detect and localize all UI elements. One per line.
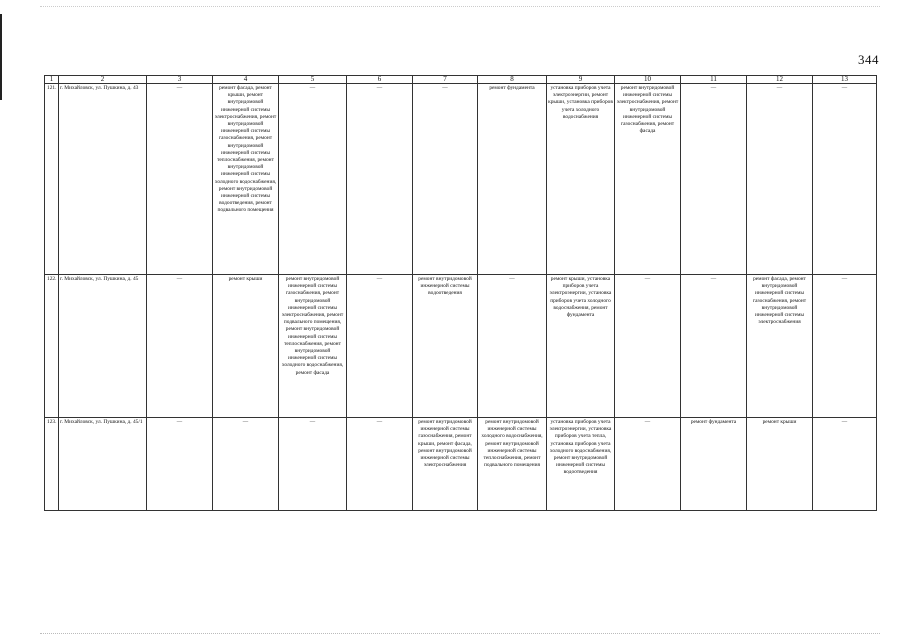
cell-col6: — — [347, 418, 413, 511]
scan-edge-mark — [0, 14, 2, 100]
cell-col4: — — [213, 418, 279, 511]
column-header: 6 — [347, 76, 413, 84]
table-row — [45, 418, 877, 511]
row-number: 123. — [45, 418, 59, 511]
row-number: 121. — [45, 84, 59, 275]
cell-col12: ремонт крыши — [747, 418, 813, 511]
cell-col7: ремонт внутридомовой инженерной системы водоотведения — [413, 275, 478, 418]
header-row — [45, 76, 877, 84]
page-number: 344 — [858, 52, 879, 67]
cell-col9: ремонт крыши, установка приборов учета электроэнергии, установка приборов учета холодного водоснабжения, ремонт фундамента — [547, 275, 615, 418]
cell-col11: ремонт фундамента — [681, 418, 747, 511]
cell-col10: — — [615, 275, 681, 418]
scan-noise-top — [40, 6, 880, 8]
column-header: 4 — [213, 76, 279, 84]
cell-col3: — — [147, 418, 213, 511]
cell-col12: — — [747, 84, 813, 275]
cell-col13: — — [813, 418, 877, 511]
cell-col5: — — [279, 84, 347, 275]
cell-col9: установка приборов учета электроэнергии, установка приборов учета тепла, установка приборов учета холодного водоснабжения, ремонт внутридомовой инженерной системы водоотведения — [547, 418, 615, 511]
cell-col4: ремонт крыши — [213, 275, 279, 418]
cell-col7: ремонт внутридомовой инженерной системы газоснабжения, ремонт крыши, ремонт фасада, ремонт внутридомовой инженерной системы электроснабжения — [413, 418, 478, 511]
column-header: 1 — [45, 76, 59, 84]
column-header: 8 — [478, 76, 547, 84]
cell-col3: — — [147, 275, 213, 418]
column-header: 7 — [413, 76, 478, 84]
table-row — [45, 84, 877, 275]
column-header: 5 — [279, 76, 347, 84]
cell-col4: ремонт фасада, ремонт крыши, ремонт внутридомовой инженерной системы электроснабжения, ремонт внутридомовой инженерной системы газоснабжения, ремонт внутридомовой инженерной системы теплоснабжения, ремонт внутридомовой инженерной системы холодного водоснабжения, ремонт внутридомовой инженерной системы водоотведения, ремонт подвального помещения — [213, 84, 279, 275]
repair-schedule-table — [44, 75, 877, 511]
table-row — [45, 275, 877, 418]
cell-col7: — — [413, 84, 478, 275]
cell-col6: — — [347, 84, 413, 275]
cell-col3: — — [147, 84, 213, 275]
scan-noise-bottom — [40, 633, 880, 635]
cell-col12: ремонт фасада, ремонт внутридомовой инженерной системы газоснабжения, ремонт внутридомовой инженерной системы электроснабжения — [747, 275, 813, 418]
cell-col5: ремонт внутридомовой инженерной системы газоснабжения, ремонт внутридомовой инженерной системы электроснабжения, ремонт подвального помещения, ремонт внутридомовой инженерной системы теплоснабжения, ремонт внутридомовой инженерной системы холодного водоснабжения, ремонт фасада — [279, 275, 347, 418]
column-header: 3 — [147, 76, 213, 84]
cell-col8: — — [478, 275, 547, 418]
column-header: 13 — [813, 76, 877, 84]
row-number: 122. — [45, 275, 59, 418]
column-header: 11 — [681, 76, 747, 84]
cell-col11: — — [681, 84, 747, 275]
address-cell: г. Михайловск, ул. Пушкина, д. 45 — [59, 275, 147, 418]
cell-col11: — — [681, 275, 747, 418]
cell-col5: — — [279, 418, 347, 511]
cell-col9: установка приборов учета электроэнергии, ремонт крыши, установка приборов учета холодного водоснабжения — [547, 84, 615, 275]
cell-col10: ремонт внутридомовой инженерной системы электроснабжения, ремонт внутридомовой инженерной системы газоснабжения, ремонт фасада — [615, 84, 681, 275]
cell-col8: ремонт внутридомовой инженерной системы холодного водоснабжения, ремонт внутридомовой инженерной системы теплоснабжения, ремонт подвального помещения — [478, 418, 547, 511]
column-header: 10 — [615, 76, 681, 84]
cell-col10: — — [615, 418, 681, 511]
cell-col13: — — [813, 84, 877, 275]
address-cell: г. Михайловск, ул. Пушкина, д. 45/1 — [59, 418, 147, 511]
column-header: 2 — [59, 76, 147, 84]
cell-col8: ремонт фундамента — [478, 84, 547, 275]
cell-col6: — — [347, 275, 413, 418]
column-header: 12 — [747, 76, 813, 84]
column-header: 9 — [547, 76, 615, 84]
cell-col13: — — [813, 275, 877, 418]
address-cell: г. Михайловск, ул. Пушкина, д. 43 — [59, 84, 147, 275]
